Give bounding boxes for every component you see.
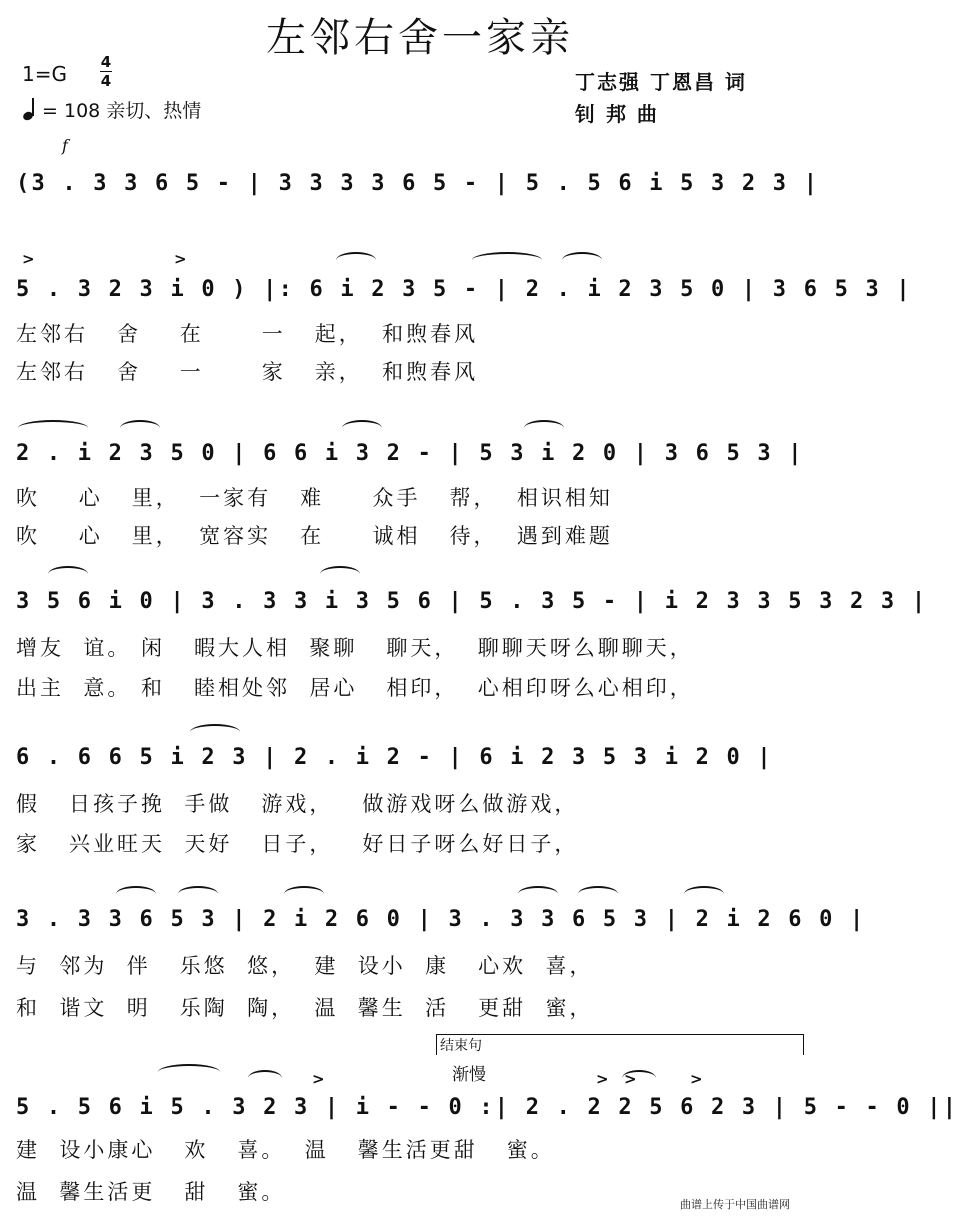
music-row-4 (16, 582, 928, 622)
slur-curve (158, 1064, 220, 1080)
lyric-verse-1: 假 日孩子挽 手做 游戏， 做游戏呀么做游戏， (16, 792, 579, 816)
lyric-verse-1: 左邻右 舍 在 一 起， 和煦春风 (16, 322, 479, 346)
lyric-verse-1: 与 邻为 伴 乐悠 悠， 建 设小 康 心欢 喜， (16, 954, 594, 978)
tempo-marking (22, 96, 201, 123)
lyricist-credit: 丁志强 丁恩昌 词 (575, 70, 747, 94)
accent-mark: > (174, 250, 187, 268)
tempo-change-label: 渐慢 (452, 1065, 486, 1085)
lyric-verse-1: 增友 谊。 闲 暇大人相 聚聊 聊天， 聊聊天呀么聊聊天， (16, 636, 694, 660)
meter-top: 4 (100, 53, 112, 71)
lyric-verse-1: 吹 心 里， 一家有 难 众手 帮， 相识相知 (16, 486, 613, 510)
notation-line: 5 . 5 6 i 5 . 3 2 3 | i - - 0 :| 2 . 2 2 5 6 2 3 | 5 - - 0 || (16, 1095, 958, 1120)
composer-credit: 钊 邦 曲 (575, 102, 659, 126)
lyric-verse-2: 温 馨生活更 甜 蜜。 (16, 1180, 286, 1204)
key-signature: 1=G (22, 62, 67, 86)
quarter-note-icon (22, 100, 36, 120)
music-row-5 (16, 738, 816, 778)
song-title: 左邻右舍一家亲 (266, 15, 574, 61)
notation-line: 6 . 6 6 5 i 2 3 | 2 . i 2 - | 6 i 2 3 5 3 i 2 0 | (16, 745, 773, 770)
accent-mark: > (690, 1070, 703, 1088)
music-row-3 (16, 434, 816, 474)
music-row-6 (16, 900, 866, 940)
slur-curve (320, 566, 360, 582)
watermark-text: 曲谱上传于中国曲谱网 (680, 1198, 790, 1211)
lyric-verse-2: 和 谐文 明 乐陶 陶， 温 馨生 活 更甜 蜜， (16, 996, 594, 1020)
lyric-verse-2: 出主 意。 和 睦相处邻 居心 相印， 心相印呀么心相印， (16, 676, 694, 700)
dynamic-marking: f (62, 136, 68, 155)
notation-line: 3 . 3 3 6 5 3 | 2 i 2 6 0 | 3 . 3 3 6 5 3 | 2 i 2 6 0 | (16, 907, 866, 932)
notation-line: 5 . 3 2 3 i 0 ) |: 6 i 2 3 5 - | 2 . i 2 3 5 0 | 3 6 5 3 | (16, 277, 912, 302)
notation-line: (3 . 3 3 6 5 - | 3 3 3 3 6 5 - | 5 . 5 6 i 5 3 2 3 | (16, 171, 820, 196)
slur-curve (48, 566, 88, 582)
lyric-verse-1: 建 设小康心 欢 喜。 温 馨生活更甜 蜜。 (16, 1138, 555, 1162)
music-row-1 (16, 164, 820, 204)
coda-bracket (436, 1034, 804, 1055)
lyric-verse-2: 家 兴业旺天 天好 日子， 好日子呀么好日子， (16, 832, 579, 856)
time-signature (100, 54, 112, 89)
accent-mark: > (312, 1070, 325, 1088)
notation-line: 2 . i 2 3 5 0 | 6 6 i 3 2 - | 5 3 i 2 0 | 3 6 5 3 | (16, 441, 804, 466)
slur-curve (562, 252, 602, 268)
slur-curve (336, 252, 376, 268)
music-row-7 (16, 1088, 958, 1128)
meter-bottom: 4 (100, 72, 112, 90)
lyric-verse-2: 吹 心 里， 宽容实 在 诚相 待， 遇到难题 (16, 524, 613, 548)
slur-curve (248, 1070, 282, 1086)
lyric-verse-2: 左邻右 舍 一 家 亲， 和煦春风 (16, 360, 479, 384)
slur-curve (472, 252, 542, 268)
coda-label: 结束句 (440, 1038, 482, 1054)
accent-mark: > (22, 250, 35, 268)
accent-mark: > (596, 1070, 609, 1088)
tempo-text: = 108 亲切、热情 (42, 100, 202, 122)
music-row-2 (16, 270, 912, 310)
notation-line: 3 5 6 i 0 | 3 . 3 3 i 3 5 6 | 5 . 3 5 - | i 2 3 3 5 3 2 3 | (16, 589, 928, 614)
accent-mark: > (624, 1070, 637, 1088)
